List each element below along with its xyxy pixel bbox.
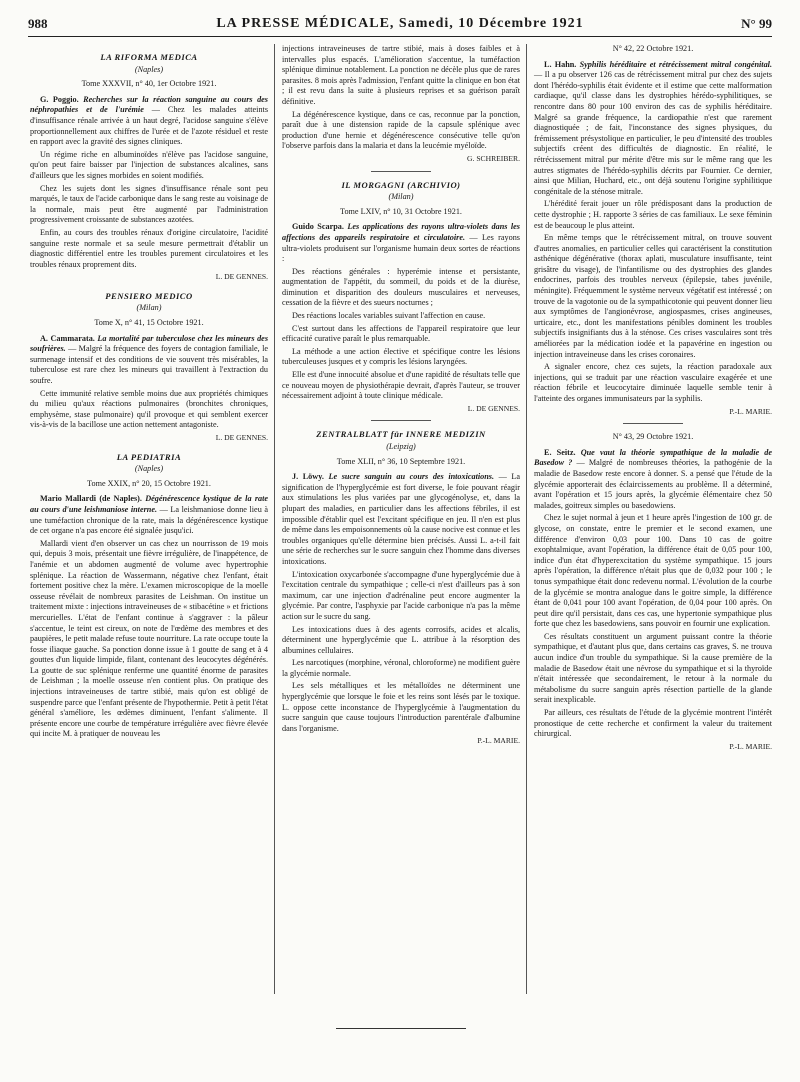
paragraph-text: La signification de l'hyperglycémie est fort diverse, le foie pouvant réagir aux stimulations les plus variées par une glycogénolyse, et, dans la plupart des maladies, en particulier dans les affections fébriles, il est impossible d'établir quel est l'excitant spécifique en jeu. Il n'en est plus de même dans les empoisonnements où la cause nocive est connue et les troubles organiques qu'elle détermine bien précisés. Aussi L. a-t-il fait une série de recherches sur le sucre sanguin chez l'homme dans diverses intoxications. [282, 472, 521, 566]
journal-title: LA PEDIATRIA [116, 451, 182, 462]
journal-issue: Tome XXIX, n° 20, 15 Octobre 1921. [87, 478, 211, 488]
article-paragraph: C'est surtout dans les affections de l'appareil respiratoire que leur efficacité curative paraît le plus remarquable. [282, 323, 520, 344]
article-paragraph: Un régime riche en albuminoïdes n'élève pas l'acidose sanguine, qu'on peut faire baisser par l'injection de substances alcalines, sans d'ailleurs que les signes morbides en soient modifiés. [30, 149, 268, 180]
journal-issue: Tome LXIV, n° 10, 31 Octobre 1921. [340, 206, 462, 216]
article-paragraph: Enfin, au cours des troubles rénaux d'origine circulatoire, l'acidité sanguine reste normale et sa seule mesure permettrait d'établir un diagnostic différentiel entre les troubles purement circulatoires et les troubles rénaux proprement dits. [30, 227, 268, 269]
end-rule [336, 1028, 466, 1029]
article-paragraph: Cette immunité relative semble moins due aux propriétés chimiques du milieu qu'aux réactions pulmonaires (bronchites chroniques, emphysème, stase pulmonaire) qu'il provoque et qui semblent exercer vis-à-vis de la bacillose une action nettement antagoniste. [30, 388, 268, 430]
article-paragraph: L'intoxication oxycarbonée s'accompagne d'une hyperglycémie due à l'excitation centrale du sympathique ; celle-ci n'est d'ailleurs pas à son maximum, car une injection d'adrénaline peut encore augmenter la glycémie. Par contre, l'asphyxie par l'acide carbonique n'a pas la même action sur le sucre du sang. [282, 569, 520, 621]
page-number: 988 [28, 16, 48, 31]
article-paragraph: A. Cammarata. La mortalité par tuberculose chez les mineurs des soufrières. — Malgré la fréquence des foyers de contagion familiale, le surmenage intensif et des conditions de vie souvent très misérables, la tuberculose est rare chez les mineurs qui travaillent à l'extraction du soufre. [30, 333, 269, 386]
column-rule [274, 44, 275, 994]
article-paragraph: La méthode a une action élective et spécifique contre les lésions tuberculeuses jusques et y compris les lésions laryngées. [282, 346, 520, 367]
article-paragraph: Mario Mallardi (de Naples). Dégénérescence kystique de la rate au cours d'une leishmaniose interne. — La leishmaniose donne lieu à une tuméfaction chronique de la rate, mais la dégénérescence kystique de cet organe n'a pas encore été signalée jusqu'ici. [30, 494, 269, 536]
article-paragraph: Des réactions locales variables suivant l'affection en cause. [292, 311, 486, 321]
article-paragraph: La dégénérescence kystique, dans ce cas, reconnue par la ponction, paraît due à une distension rapide de la capsule splénique avec production d'une hernie et dégénérescence consécutive telle qu'on l'observe parfois dans la malaria et dans la leucémie myéloïde. [282, 109, 520, 151]
article-paragraph: Des réactions générales : hyperémie intense et persistante, augmentation de l'appétit, du sommeil, du poids et de la diurèse, diminution et disparition des douleurs musculaires et nerveuses, cessation de la fièvre et des sueurs nocturnes ; [282, 266, 520, 308]
article-paragraph: Les intoxications dues à des agents corrosifs, acides et alcalis, déterminent une hyperglycémie que L. attribue à la résorption des albumines cellulaires. [282, 624, 520, 655]
article-paragraph: Chez les sujets dont les signes d'insuffisance rénale sont peu marqués, le taux de l'acide carbonique dans le sang reste au voisinage de la normale, mais peut être augmenté par l'administration progressivement croissante de substances azotées. [30, 183, 268, 225]
journal-title: IL MORGAGNI (ARCHIVIO) [341, 179, 461, 190]
article-paragraph: G. Poggio. Recherches sur la réaction sanguine au cours des néphropathies et de l'urémie — Chez les malades atteints d'insuffisance rénale arrivée à un haut degré, l'acidose sanguine s'élève proportionnellement aux chiffres de l'urée et de l'azote résiduel et reste en rapport avec la gravité des signes cliniques. [30, 94, 269, 147]
journal-city: (Naples) [134, 64, 164, 74]
article-paragraph: Ces résultats constituent un argument puissant contre la théorie sympathique, et d'autant plus que, dans certains cas graves, S. ne trouva aucun indice d'un trouble du sympathique. Si la cause première de la maladie de Basedow était une névrose du sympathique et si la thyroïde n'était intéressée que secondairement, le retour à la normale du métabolisme du sucre sanguin après résection partielle de la glande serait inexplicable. [534, 631, 772, 705]
article-signature: L. DE GENNES. [215, 272, 268, 282]
paragraph-text: La leishmaniose donne lieu à une tuméfaction chronique de la rate, mais la dégénérescence kystique de cet organe n'a pas encore été signalée jusqu'ici. [30, 504, 268, 536]
paragraph-text: Malgré de nombreuses théories, la pathogénie de la maladie de Basedow reste encore à donner. S. a pensé que l'étude de la glycémie apporterait des éclaircissements au problème. Il a déterminé, avant l'opération et 15 jours après, la glycémie élémentaire chez 50 malades, goitreux simples ou basedowiens. [534, 458, 772, 510]
article-paragraph: En même temps que le rétrécissement mitral, on trouve souvent d'autres anomalies, en particulier celles qui caractérisent la constitution asthénique dégénérative (thorax aplati, musculature insuffisante, teint grisâtre du visage), de l'infantilisme ou des dystrophies des glandes endocrines, parfois des troubles nerveux (épilepsie, tabes juvénile, méningite). Fréquemment le système nerveux végétatif est intéressé ; on trouve de la vagotonie ou de la sympathicotonie qui peuvent donner lieu aux symptômes de l'angionévrose, angiospasmes, crises angineuses, urticaire, etc., dont les manifestations pénibles dominent les troubles subjectifs insignifiants dus à la sténose. Ces crises vasculaires sont très améliorées par la médication iodée et la papavérine en ingestion ou injection intraveineuse dans les crises coronaires. [534, 233, 772, 359]
column-left [30, 44, 268, 742]
article-author: A. Cammarata. [40, 333, 95, 343]
article-paragraph: Chez le sujet normal à jeun et 1 heure après l'ingestion de 100 gr. de glycose, on constate, entre le premier et le second examen, une différence d'environ 0,03 pour 100. Dans 10 cas de goitre exophtalmique, avant l'opération, la différence était de 0,05 pour 100, indice d'un état d'hyperexcitation du système sympathique. 15 jours après l'opération, la différence n'était plus que de 0,032 pour 100 ; le tonus sympathique était donc redevenu normal. L'évolution de la courbe de la glycémie se montra analogue dans le goitre simple, la différence étant de 0,041 pour 100 avant l'opération, de 0,04 pour 100 après. On peut dire qu'il persistait, dans ces cas, une hypertonie sympathique plus forte que chez les basedowiens, sans pouvoir en fournir une explication. [534, 513, 772, 629]
article-paragraph: Les narcotiques (morphine, véronal, chloroforme) ne modifient guère la glycémie normale. [282, 658, 520, 678]
journal-city: (Milan) [136, 303, 162, 313]
issue-number: N° 99 [741, 16, 772, 31]
article-signature: P.-L. MARIE. [729, 741, 772, 751]
article-title: Dégénérescence kystique de la rate au cours d'une leishmaniose interne. [30, 494, 269, 514]
article-author: L. Hahn. [544, 59, 577, 69]
journal-title: ZENTRALBLATT für INNERE MEDIZIN [316, 429, 486, 440]
page-header [28, 14, 772, 37]
section-rule [371, 420, 431, 421]
column-rule [526, 44, 527, 994]
article-paragraph: Par ailleurs, ces résultats de l'étude de la glycémie montrent l'intérêt pronostique de cette recherche et confirment la valeur du traitement chirurgical. [534, 708, 772, 739]
article-author: G. Poggio. [40, 94, 79, 104]
article-title: Syphilis héréditaire et rétrécissement mitral congénital. [579, 59, 772, 69]
article-signature: P.-L. MARIE. [477, 736, 520, 746]
article-paragraph: Mallardi vient d'en observer un cas chez un nourrisson de 19 mois qui, depuis 3 mois, présentait une fièvre irrégulière, de l'inappétence, de l'anémie et un abdomen augmenté de volume avec hypertrophie splénique. La réaction de Wassermann, négative chez l'enfant, était fortement positive chez la mère. L'examen microscopique de la moelle osseuse révélait de nombreux parasites de Leishman. On institue un traitement mixte : injections intraveineuses de « stibacétine » et frictions mercurielles. L'état de l'enfant continue à s'aggraver : la pâleur s'accentue, le teint est cireux, on note de l'œdème des membres et des paupières, le petit malade refuse toute nourriture. La rate occupe toute la fosse iliaque gauche. Sa ponction donne issue à 1 goutte de sang et à 4 gouttes d'un liquide limpide, filant, contenant des leucocytes dégénérés. La goutte de suc splénique renferme une quantité énorme de parasites de Leishman ; la moelle osseuse n'en contient plus. On pratique des injections intraveineuses de tartre stibié, mais qu'on est obligé de suspendre parce que l'enfant présente de l'hypothermie. Petit à petit l'état général s'améliore, les œdèmes diminuent, l'enfant s'alimente. Il présente encore une courbe de température irrégulière avec fièvre élevée qui incite M. à pratiquer de nouveau les [30, 538, 268, 739]
journal-issue: Tome X, n° 41, 15 Octobre 1921. [94, 318, 204, 328]
article-paragraph: J. Löwy. Le sucre sanguin au cours des intoxications. — La signification de l'hyperglycémie est fort diverse, le foie pouvant réagir aux stimulations les plus variées par une glycogénolyse, et, dans la plupart des maladies, en particulier dans les affections fébriles, il est impossible d'établir quel est l'excitant spécifique en jeu. Il n'en est plus de même dans les empoisonnements où la cause nocive est connue et les troubles organiques qu'elle détermine bien précisés. Aussi L. a-t-il fait une série de recherches sur le sucre sanguin chez l'homme dans diverses intoxications. [282, 472, 521, 566]
article-author: Guido Scarpa. [292, 222, 344, 232]
section-rule [371, 171, 431, 172]
journal-issue: N° 42, 22 Octobre 1921. [612, 44, 694, 53]
article-author: Mario Mallardi (de Naples). [40, 494, 142, 504]
section-rule [623, 423, 683, 424]
journal-title: PENSIERO MEDICO [105, 290, 193, 301]
article-paragraph: injections intraveineuses de tartre stibié, mais à doses faibles et à intervalles plus espacés. L'amélioration s'accentue, la tuméfaction splénique diminue notablement. La ponction ne décèle plus que de rares parasites. 8 mois après l'admission, l'enfant quitte la clinique en bon état ; il est revu dans la suite à plusieurs reprises et sa guérison paraît définitive. [282, 44, 520, 106]
journal-issue: Tome XLII, n° 36, 10 Septembre 1921. [336, 456, 466, 466]
article-paragraph: Elle est d'une innocuité absolue et d'une rapidité de résultats telle que ce nouveau moyen de physiothérapie devrait, d'après l'auteur, se trouver nécessairement adjoint à toute clinique médicale. [282, 370, 520, 401]
journal-title: LA RIFORMA MEDICA [100, 52, 198, 62]
journal-city: (Naples) [134, 464, 164, 474]
article-author: J. Löwy. [292, 472, 324, 482]
journal-city: (Milan) [388, 192, 414, 202]
column-right [534, 44, 772, 756]
article-signature: P.-L. MARIE. [729, 406, 772, 416]
publication-title: LA PRESSE MÉDICALE, Samedi, 10 Décembre 1921 [216, 16, 584, 31]
journal-issue: Tome XXXVII, n° 40, 1er Octobre 1921. [81, 79, 217, 89]
article-signature: G. SCHREIBER. [467, 153, 520, 163]
article-paragraph: E. Seitz. Que vaut la théorie sympathique de la maladie de Basedow ? — Malgré de nombreuses théories, la pathogénie de la maladie de Basedow reste encore à donner. S. a pensé que l'étude de la glycémie apporterait des éclaircissements au problème. Il a déterminé, avant l'opération et 15 jours après, la glycémie élémentaire chez 50 malades, goitreux simples ou basedowiens. [534, 447, 772, 510]
article-paragraph: Guido Scarpa. Les applications des rayons ultra-violets dans les affections des appareils respiratoire et circulatoire. — Les rayons ultra-violets produisent sur l'organisme humain deux sortes de réactions : [282, 222, 520, 264]
article-title: Les applications des rayons ultra-violets dans les affections des appareils respiratoire et circulatoire. [282, 222, 520, 242]
column-middle [282, 44, 520, 751]
journal-city: (Leipzig) [386, 442, 416, 451]
paragraph-text: Les rayons ultra-violets produisent sur l'organisme humain deux sortes de réactions : [282, 232, 520, 264]
article-title: Que vaut la théorie sympathique de la maladie de Basedow ? [534, 447, 772, 468]
article-title: Recherches sur la réaction sanguine au cours des néphropathies et de l'urémie [30, 94, 268, 115]
article-author: E. Seitz. [544, 447, 576, 457]
paragraph-text: Chez les malades atteints d'insuffisance rénale arrivée à un haut degré, l'acidose sanguine s'élève proportionnellement aux chiffres de l'urée et de l'azote résiduel et reste en rapport avec la gravité des signes cliniques. [30, 105, 269, 147]
paragraph-text: Il a pu observer 126 cas de rétrécissement mitral pur chez des sujets dont l'hérédo-syphilis était évidente et il estime que cette malformation cardiaque, qu'il classe dans les dystrophies hérédo-syphilitiques, se rencontre dans 80 pour 100 environ des cas de syphilis héréditaire. Malgré sa grande fréquence, la cardiopathie n'est que rarement diagnostiquée ; de fait, l'inconstance des signes physiques, du frémissement présystolique en particulier, le peu d'intensité des troubles subjectifs créent des difficultés de diagnostic. En réalité, le rétrécissement mitral pur mérite d'être mis sur le même rang que les autres stigmates de l'hérédo-syphilis décrits par Fournier. Ce dernier, ainsi que Milian, Huchard, etc., ont déjà soutenu l'origine syphilitique congénitale de la sténose mitrale. [534, 70, 772, 196]
article-signature: L. DE GENNES. [215, 433, 268, 442]
article-paragraph: L. Hahn. Syphilis héréditaire et rétrécissement mitral congénital. — Il a pu observer 126 cas de rétrécissement mitral pur chez des sujets dont l'hérédo-syphilis était évidente et il estime que cette malformation cardiaque, qu'il classe dans les dystrophies hérédo-syphilitiques, se rencontre dans 80 pour 100 environ des cas de syphilis héréditaire. Malgré sa grande fréquence, la cardiopathie n'est que rarement diagnostiquée ; de fait, l'inconstance des signes physiques, du frémissement présystolique en particulier, le peu d'intensité des troubles subjectifs créent des difficultés de diagnostic. En réalité, le rétrécissement mitral pur mérite d'être mis sur le même rang que les autres stigmates de l'hérédo-syphilis décrits par Fournier. Ce dernier, ainsi que Milian, Huchard, etc., ont déjà soutenu l'origine syphilitique congénitale de la sténose mitrale. [534, 59, 772, 196]
article-title: Le sucre sanguin au cours des intoxications. [328, 472, 495, 482]
paragraph-text: Malgré la fréquence des foyers de contagion familiale, le surmenage intensif et des conditions de vie souvent très misérables, la tuberculose est rare chez les mineurs qui travaillent à l'extraction du soufre. [30, 344, 268, 386]
article-paragraph: L'hérédité ferait jouer un rôle prédisposant dans la production de cette dystrophie ; H. rapporte 3 séries de cas familiaux. Le sexe féminin est de beaucoup le plus atteint. [534, 199, 772, 230]
journal-issue: N° 43, 29 Octobre 1921. [612, 432, 694, 442]
article-signature: L. DE GENNES. [467, 403, 520, 413]
article-paragraph: Les sels métalliques et les métalloïdes ne déterminent une hyperglycémie que lorsque le foie et les reins sont lésés par le toxique. L. oppose cette inconstance de l'hyperglycémie à l'augmentation du sucre sanguin que cause toujours l'introduction parentérale d'albumine dans l'organisme. [282, 681, 520, 733]
article-paragraph: A signaler encore, chez ces sujets, la réaction paradoxale aux injections, qui se traduit par une réaction vasculaire exagérée et une réaction fébrile et leucocytaire diminuée laquelle semble tenir à l'atteinte des organes immunisateurs par la syphilis. [534, 362, 772, 403]
article-title: La mortalité par tuberculose chez les mineurs des soufrières. [30, 333, 269, 354]
